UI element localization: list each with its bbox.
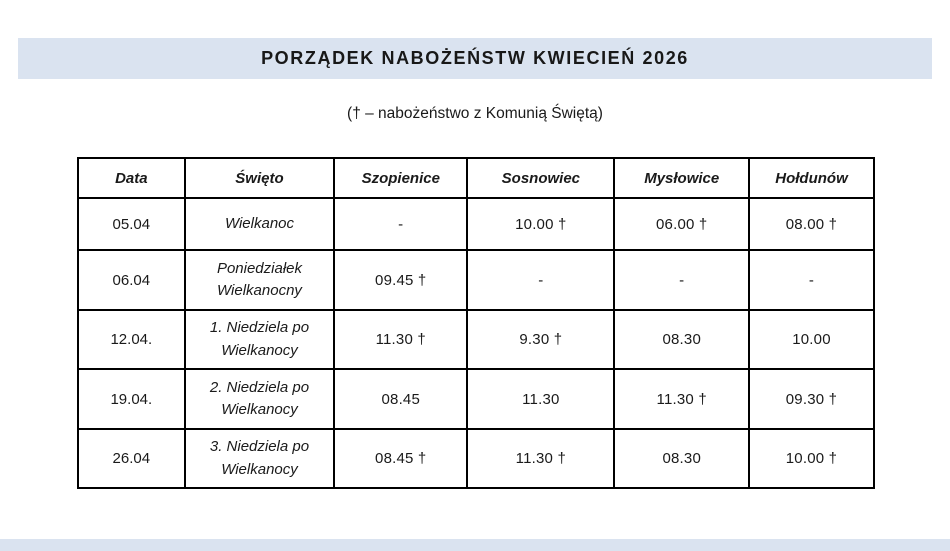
date-cell: 26.04 <box>78 429 185 488</box>
holiday-cell: 2. Niedziela po Wielkanocy <box>185 369 335 429</box>
time-cell: 11.30 † <box>614 369 749 429</box>
column-header-swieto: Święto <box>185 158 335 198</box>
table-row <box>78 310 874 369</box>
holiday-cell: Poniedziałek Wielkanocny <box>185 250 335 310</box>
time-cell: 11.30 † <box>467 429 614 488</box>
time-cell: 08.45 † <box>334 429 467 488</box>
service-schedule-table <box>77 157 875 489</box>
time-cell: 09.45 † <box>334 250 467 310</box>
holiday-cell: 3. Niedziela po Wielkanocy <box>185 429 335 488</box>
time-cell: - <box>614 250 749 310</box>
time-cell: - <box>749 250 874 310</box>
date-cell: 06.04 <box>78 250 185 310</box>
bottom-accent-bar <box>0 539 950 551</box>
service-schedule-table-wrap <box>77 157 875 489</box>
communion-legend: († – nabożeństwo z Komunią Świętą) <box>347 105 603 122</box>
date-cell: 12.04. <box>78 310 185 369</box>
column-header-szopienice: Szopienice <box>334 158 467 198</box>
time-cell: 06.00 † <box>614 198 749 250</box>
time-cell: - <box>334 198 467 250</box>
column-header-sosnowiec: Sosnowiec <box>467 158 614 198</box>
date-cell: 05.04 <box>78 198 185 250</box>
holiday-cell: Wielkanoc <box>185 198 335 250</box>
column-header-myslowice: Mysłowice <box>614 158 749 198</box>
time-cell: 11.30 † <box>334 310 467 369</box>
time-cell: 10.00 † <box>467 198 614 250</box>
time-cell: 09.30 † <box>749 369 874 429</box>
table-row <box>78 429 874 488</box>
time-cell: 08.30 <box>614 310 749 369</box>
table-row <box>78 250 874 310</box>
time-cell: 9.30 † <box>467 310 614 369</box>
time-cell: 08.30 <box>614 429 749 488</box>
time-cell: - <box>467 250 614 310</box>
time-cell: 10.00 <box>749 310 874 369</box>
time-cell: 11.30 <box>467 369 614 429</box>
column-header-holdunow: Hołdunów <box>749 158 874 198</box>
table-row <box>78 369 874 429</box>
date-cell: 19.04. <box>78 369 185 429</box>
title-banner <box>18 38 932 79</box>
header-row <box>78 158 874 198</box>
page-title: PORZĄDEK NABOŻEŃSTW KWIECIEŃ 2026 <box>261 48 689 68</box>
holiday-cell: 1. Niedziela po Wielkanocy <box>185 310 335 369</box>
column-header-data: Data <box>78 158 185 198</box>
time-cell: 10.00 † <box>749 429 874 488</box>
table-row <box>78 198 874 250</box>
time-cell: 08.45 <box>334 369 467 429</box>
time-cell: 08.00 † <box>749 198 874 250</box>
